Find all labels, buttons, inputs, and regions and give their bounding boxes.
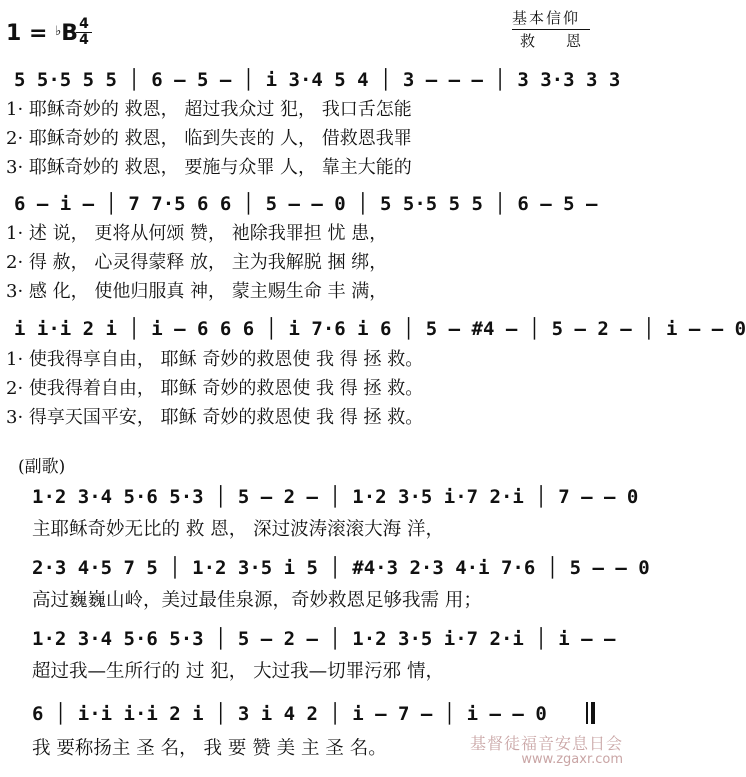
- notes-line: 2·3 4·5 7 5 │ 1·2 3·5 i 5 │ #4·3 2·3 4·i 7·6 │ 5 – – 0: [32, 557, 650, 579]
- notes-line: i i·i 2 i │ i – 6 6 6 │ i 7·6 i 6 │ 5 – #4 – │ 5 – 2 – │ i – – 0: [14, 318, 746, 340]
- lyric-line: 1· 耶稣奇妙的 救恩， 超过我众过 犯， 我口舌怎能: [6, 99, 412, 120]
- tune-info: [512, 8, 590, 51]
- flat-sign: ♭: [55, 24, 62, 39]
- lyric-line: 3· 得享天国平安， 耶稣 奇妙的救恩使 我 得 拯 救。: [6, 407, 424, 428]
- meter-top: 4: [76, 17, 92, 33]
- notes-line: 6 – i – │ 7 7·5 6 6 │ 5 – – 0 │ 5 5·5 5 5 │ 6 – 5 –: [14, 193, 598, 215]
- meter-bottom: 4: [79, 32, 89, 48]
- lyric-line: 3· 耶稣奇妙的 救恩， 要施与众罪 人， 靠主大能的: [6, 157, 412, 178]
- tune-divider: [512, 29, 590, 30]
- lyric-line: 2· 耶稣奇妙的 救恩， 临到失丧的 人， 借救恩我罪: [6, 128, 412, 149]
- watermark-name: 基督徒福音安息日会: [470, 734, 624, 753]
- lyric-line: 我 要称扬主 圣 名， 我 要 赞 美 主 圣 名。: [32, 738, 387, 759]
- lyric-line: 主耶稣奇妙无比的 救 恩， 深过波涛滚滚大海 洋，: [32, 519, 445, 540]
- lyric-line: 1· 使我得享自由， 耶稣 奇妙的救恩使 我 得 拯 救。: [6, 349, 424, 370]
- lyric-line: 1· 述 说， 更将从何颂 赞， 祂除我罪担 忧 患，: [6, 223, 388, 244]
- lyric-line: 高过巍巍山岭，美过最佳泉源，奇妙救恩足够我需 用；: [32, 590, 482, 611]
- notes-line: 1·2 3·4 5·6 5·3 │ 5 – 2 – │ 1·2 3·5 i·7 2·i │ 7 – – 0: [32, 486, 639, 508]
- notes-line: 6 │ i·i i·i 2 i │ 3 i 4 2 │ i – 7 – │ i – – 0: [32, 703, 547, 725]
- notes-line: 1·2 3·4 5·6 5·3 │ 5 – 2 – │ 1·2 3·5 i·7 2·i │ i – –: [32, 628, 616, 650]
- notes-line: 5 5·5 5 5 │ 6 – 5 – │ i 3·4 5 4 │ 3 – – – │ 3 3·3 3 3: [14, 69, 621, 91]
- watermark: [470, 736, 623, 768]
- lyric-line: 3· 感 化， 使他归服真 神， 蒙主赐生命 丰 满，: [6, 281, 388, 302]
- lyric-line: 超过我—生所行的 过 犯， 大过我—切罪污邪 情，: [32, 661, 445, 682]
- watermark-url: www.zgaxr.com: [521, 752, 624, 767]
- key-signature: 1 = ♭B: [6, 21, 78, 46]
- final-barline: [586, 702, 600, 724]
- tune-name: 救 恩: [520, 32, 590, 50]
- tune-title: 基本信仰: [512, 9, 581, 27]
- time-signature: [76, 17, 92, 48]
- chorus-label: (副歌): [18, 457, 66, 477]
- lyric-line: 2· 得 赦， 心灵得蒙释 放， 主为我解脱 捆 绑，: [6, 252, 388, 273]
- lyric-line: 2· 使我得着自由， 耶稣 奇妙的救恩使 我 得 拯 救。: [6, 378, 424, 399]
